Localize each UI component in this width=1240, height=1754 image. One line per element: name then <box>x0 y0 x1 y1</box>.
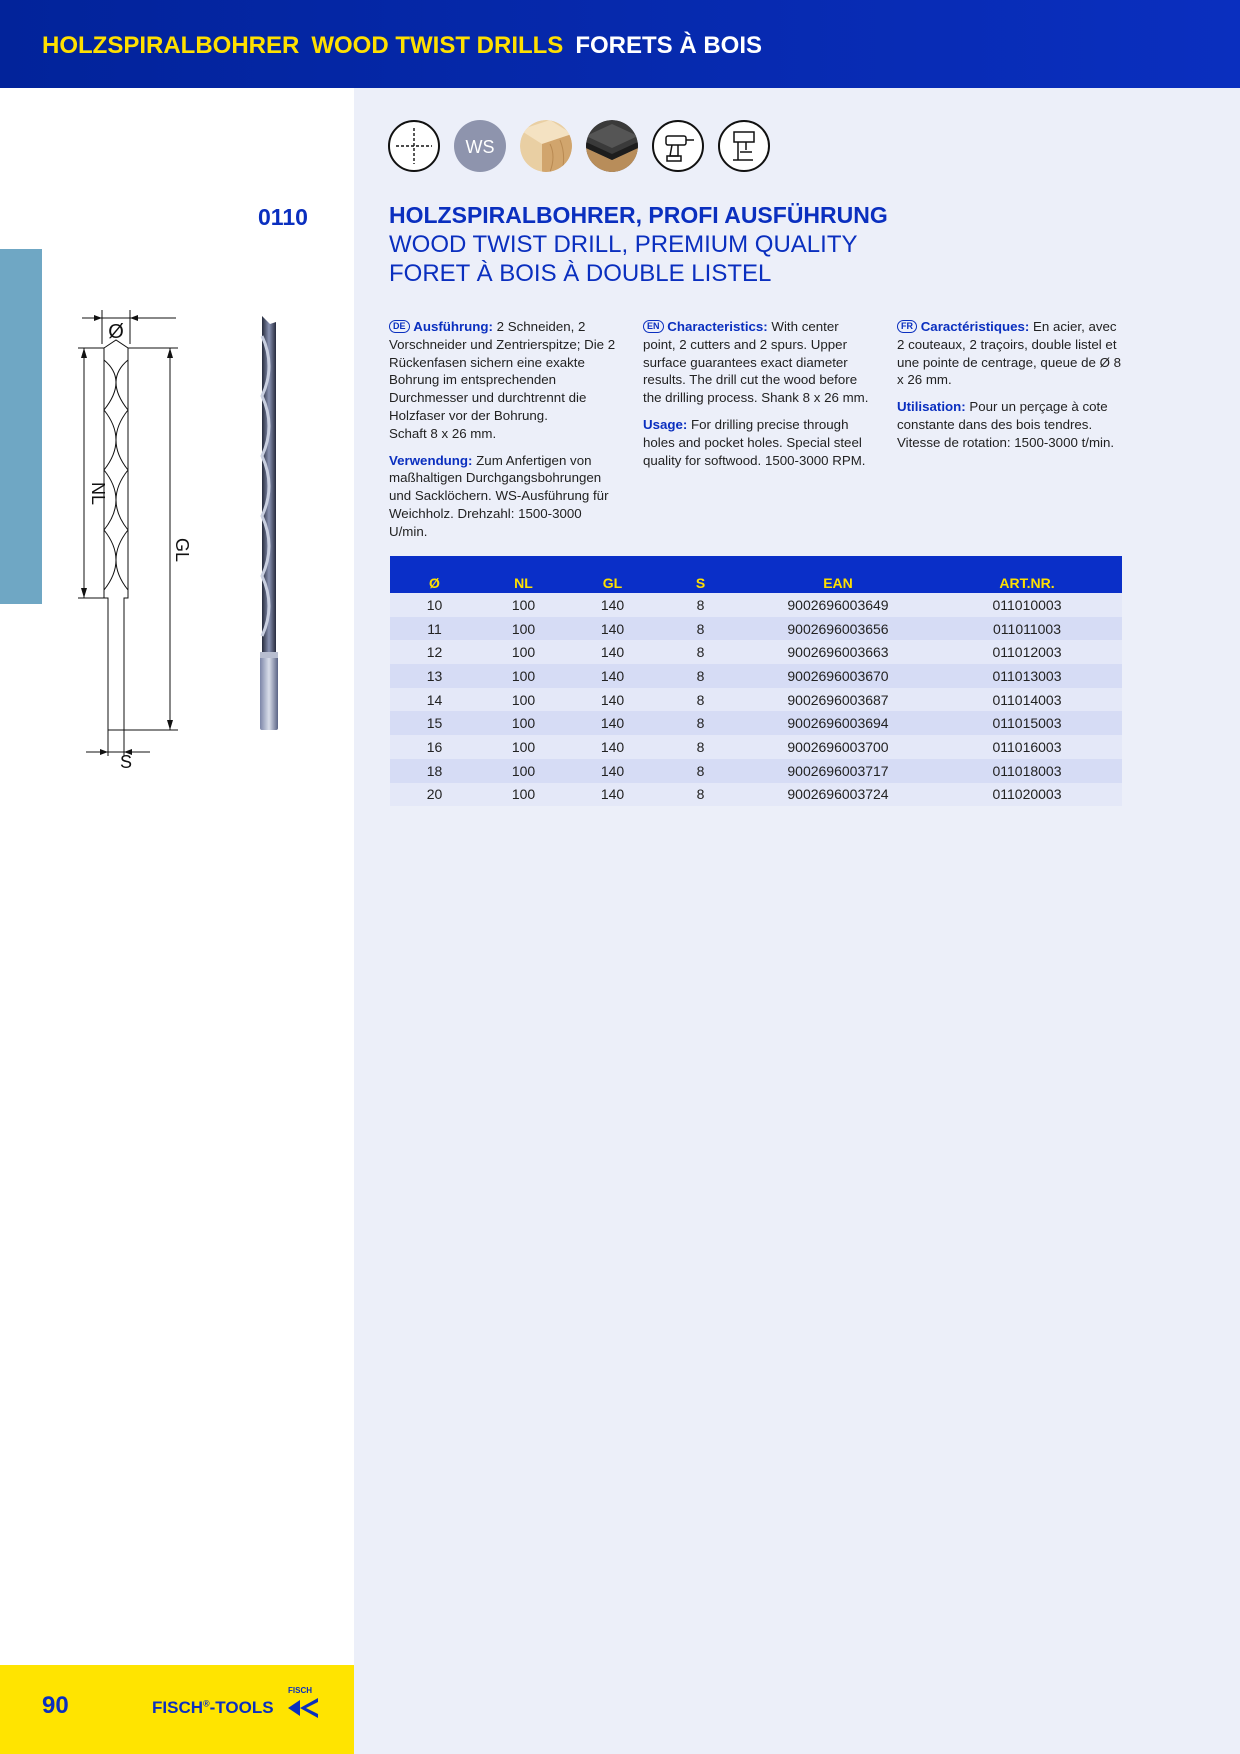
cell-diameter: 18 <box>390 759 479 783</box>
cell-gl: 140 <box>568 688 657 712</box>
spec-table <box>390 556 1122 806</box>
cell-diameter: 13 <box>390 664 479 688</box>
label-usage: Usage: <box>643 416 688 432</box>
cell-s: 8 <box>657 664 744 688</box>
cell-gl: 140 <box>568 735 657 759</box>
nl-label: NL <box>88 482 108 506</box>
cell-ean: 9002696003724 <box>744 783 932 807</box>
table-row <box>390 711 1122 735</box>
cell-nl: 100 <box>479 640 568 664</box>
cell-gl: 140 <box>568 783 657 807</box>
cell-nl: 100 <box>479 617 568 641</box>
cell-gl: 140 <box>568 759 657 783</box>
cell-gl: 140 <box>568 593 657 617</box>
page-number: 90 <box>42 1692 69 1719</box>
product-photo <box>248 316 288 741</box>
cell-diameter: 20 <box>390 783 479 807</box>
cordless-drill-icon <box>652 120 704 172</box>
table-row <box>390 617 1122 641</box>
header-title-de: HOLZSPIRALBOHRER <box>42 32 300 59</box>
description-de-p1 <box>389 318 617 443</box>
label-utilisation: Utilisation: <box>897 399 966 415</box>
table-row <box>390 735 1122 759</box>
cell-diameter: 15 <box>390 711 479 735</box>
cell-ean: 9002696003700 <box>744 735 932 759</box>
article-number: 0110 <box>258 204 308 230</box>
cell-s: 8 <box>657 783 744 807</box>
cell-art-nr: 011015003 <box>932 711 1122 735</box>
description-fr-p1 <box>897 318 1125 389</box>
text-verwendung: Zum Anfertigen von maßhaltigen Durchgangsbohrungen und Sacklöchern. WS-Ausführung für Weichholz. Drehzahl: 1500-3000 U/min. <box>389 452 609 539</box>
cell-ean: 9002696003717 <box>744 759 932 783</box>
header-ean: EAN <box>744 556 932 593</box>
header-title-fr: FORETS À BOIS <box>575 32 762 59</box>
header-gl: GL <box>568 556 657 593</box>
cell-s: 8 <box>657 640 744 664</box>
text-caracteristiques: En acier, avec 2 couteaux, 2 traçoirs, double listel et une pointe de centrage, queue de Ø 8 x 26 mm. <box>897 319 1122 388</box>
header-titles <box>42 32 762 60</box>
cell-art-nr: 011010003 <box>932 593 1122 617</box>
product-title-fr: FORET À BOIS À DOUBLE LISTEL <box>389 260 772 287</box>
description-en-p1 <box>643 318 871 407</box>
page-header <box>0 0 1240 88</box>
label-ausfuehrung: Ausführung: <box>413 319 493 334</box>
cell-gl: 140 <box>568 711 657 735</box>
description-de-p2 <box>389 452 617 541</box>
cell-s: 8 <box>657 711 744 735</box>
cell-nl: 100 <box>479 711 568 735</box>
cell-s: 8 <box>657 688 744 712</box>
softwood-icon <box>520 120 572 172</box>
cell-nl: 100 <box>479 593 568 617</box>
cell-ean: 9002696003670 <box>744 664 932 688</box>
product-title-de: HOLZSPIRALBOHRER, PROFI AUSFÜHRUNG <box>389 202 888 228</box>
cell-nl: 100 <box>479 759 568 783</box>
text-schaft: Schaft 8 x 26 mm. <box>389 425 497 441</box>
side-color-stripe <box>0 249 42 604</box>
diameter-label: Ø <box>108 321 124 343</box>
cell-gl: 140 <box>568 664 657 688</box>
brand-suffix: -TOOLS <box>209 1698 274 1717</box>
table-row <box>390 593 1122 617</box>
cell-ean: 9002696003663 <box>744 640 932 664</box>
table-row <box>390 664 1122 688</box>
brand-name <box>152 1698 274 1718</box>
ws-label: WS <box>465 137 495 157</box>
cell-s: 8 <box>657 735 744 759</box>
cell-art-nr: 011016003 <box>932 735 1122 759</box>
fisch-logo-icon <box>284 1686 324 1725</box>
product-title-en: WOOD TWIST DRILL, PREMIUM QUALITY <box>389 231 858 258</box>
description-fr <box>897 318 1125 461</box>
cell-diameter: 10 <box>390 593 479 617</box>
label-characteristics: Characteristics: <box>667 319 768 334</box>
header-title-en: WOOD TWIST DRILLS <box>311 32 564 59</box>
gl-label: GL <box>172 538 190 563</box>
cell-nl: 100 <box>479 783 568 807</box>
cell-gl: 140 <box>568 617 657 641</box>
lang-badge-de: DE <box>389 320 410 333</box>
lang-badge-en: EN <box>643 320 664 333</box>
center-point-icon <box>388 120 440 172</box>
description-fr-p2 <box>897 398 1125 451</box>
table-header-row <box>390 556 1122 593</box>
cell-ean: 9002696003687 <box>744 688 932 712</box>
hardwood-board-icon <box>586 120 638 172</box>
ws-steel-icon <box>454 120 506 172</box>
cell-art-nr: 011013003 <box>932 664 1122 688</box>
drill-press-icon <box>718 120 770 172</box>
description-en <box>643 318 871 478</box>
lang-badge-fr: FR <box>897 320 917 333</box>
cell-nl: 100 <box>479 664 568 688</box>
cell-nl: 100 <box>479 735 568 759</box>
cell-s: 8 <box>657 593 744 617</box>
cell-ean: 9002696003694 <box>744 711 932 735</box>
header-diameter: Ø <box>390 556 479 593</box>
table-row <box>390 688 1122 712</box>
label-verwendung: Verwendung: <box>389 452 473 468</box>
table-row <box>390 783 1122 807</box>
technical-drawing <box>70 300 190 775</box>
brand-registered-mark: ® <box>203 1698 210 1709</box>
description-en-p2 <box>643 416 871 469</box>
s-label: S <box>119 752 133 770</box>
cell-diameter: 11 <box>390 617 479 641</box>
cell-diameter: 12 <box>390 640 479 664</box>
text-utilisation: Pour un perçage à cote constante dans des bois tendres. Vitesse de rotation: 1500-3000 t/min. <box>897 399 1115 450</box>
cell-art-nr: 011012003 <box>932 640 1122 664</box>
table-row <box>390 759 1122 783</box>
cell-art-nr: 011020003 <box>932 783 1122 807</box>
cell-art-nr: 011014003 <box>932 688 1122 712</box>
cell-ean: 9002696003656 <box>744 617 932 641</box>
description-de <box>389 318 617 550</box>
cell-art-nr: 011018003 <box>932 759 1122 783</box>
header-nl: NL <box>479 556 568 593</box>
logo-text: FISCH <box>288 1686 312 1695</box>
text-ausfuehrung: 2 Schneiden, 2 Vorschneider und Zentrierspitze; Die 2 Rückenfasen sichern eine exakte Bohrung im entsprechenden Durchmesser und durchtrennt die Holzfaser vor der Bohrung. <box>389 319 616 423</box>
cell-s: 8 <box>657 759 744 783</box>
cell-nl: 100 <box>479 688 568 712</box>
cell-diameter: 14 <box>390 688 479 712</box>
text-characteristics: With center point, 2 cutters and 2 spurs. Upper surface guarantees exact diameter results. The drill cut the wood before the drilling process. Shank 8 x 26 mm. <box>643 319 869 406</box>
text-usage: For drilling precise through holes and pocket holes. Special steel quality for softwood. 1500-3000 RPM. <box>643 416 866 468</box>
label-caracteristiques: Caractéristiques: <box>920 319 1030 334</box>
cell-art-nr: 011011003 <box>932 617 1122 641</box>
table-row <box>390 640 1122 664</box>
cell-s: 8 <box>657 617 744 641</box>
cell-ean: 9002696003649 <box>744 593 932 617</box>
cell-gl: 140 <box>568 640 657 664</box>
brand-word: FISCH <box>152 1698 203 1717</box>
header-s: S <box>657 556 744 593</box>
cell-diameter: 16 <box>390 735 479 759</box>
header-art-nr: ART.NR. <box>932 556 1122 593</box>
